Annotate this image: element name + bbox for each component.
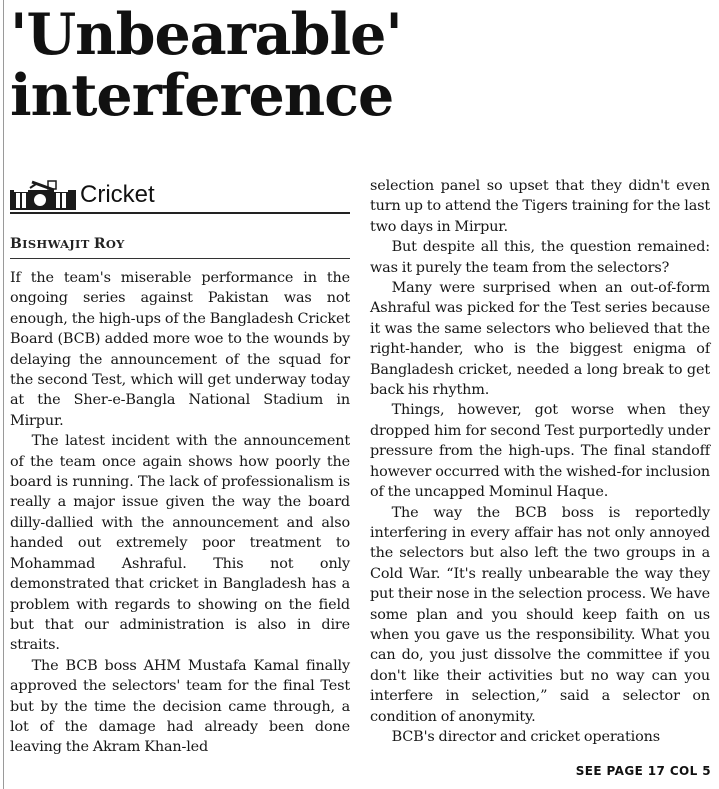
paragraph: selection panel so upset that they didn't even turn up to attend the Tigers training for the last two days in Mirpur. [370, 178, 710, 235]
continuation-jump[interactable]: SEE PAGE 17 COL 5 [575, 764, 711, 778]
article-column-2 [370, 176, 710, 747]
byline [10, 235, 125, 253]
section-rule [10, 212, 350, 214]
section-kicker [10, 176, 350, 212]
paragraph: The way the BCB boss is reportedly interfering in every affair has not only annoyed the selectors but also left the two groups in a Cold War. “It's really unbearable the way they put their nose in the selection process. We have some plan and you should keep faith on us when you gave us the responsibility. What you can do, you just dissolve the committee if you don't like their activities but no way can you interfere in selection,” said a selector on condition of anonymity. [370, 504, 710, 725]
left-column-rule [3, 0, 4, 789]
paragraph: Many were surprised when an out-of-form Ashraful was picked for the Test series because it was the same selectors who believed that the right-hander, who is the biggest enigma of Bangladesh cricket, needed a long break to get back his rhythm. [370, 280, 710, 399]
article-column-1 [10, 268, 350, 758]
byline-first-letter: B [10, 236, 23, 252]
headline: 'Unbearable' interference [10, 1, 402, 129]
cricket-stumps-icon [10, 180, 76, 210]
paragraph: But despite all this, the question remained: was it purely the team from the selectors? [370, 239, 710, 276]
paragraph: If the team's miserable performance in the ongoing series against Pakistan was not enough, the high-ups of the Bangladesh Cricket Board (BCB) added more woe to the wounds by delaying the announcement of the squad for the second Test, which will get underway today at the Sher-e-Bangla National Stadium in Mirpur. [10, 270, 350, 429]
paragraph: The latest incident with the announcement of the team once again shows how poorly the board is running. The lack of professionalism is really a major issue given the way the board dilly-dallied with the announcement and also handed out extremely poor treatment to Mohammad Ashraful. This not only demonstrated that cricket in Bangladesh has a problem with regards to showing on the field but that our administration is also in dire straits. [10, 433, 350, 654]
byline-initial-r: R [93, 236, 106, 252]
byline-rest: ISHWAJIT [22, 237, 94, 251]
byline-rest-2: OY [105, 237, 125, 251]
paragraph: Things, however, got worse when they dropped him for second Test purportedly under pressure from the high-ups. The final standoff however occurred with the wished-for inclusion of the uncapped Mominul Haque. [370, 402, 710, 501]
paragraph: The BCB boss AHM Mustafa Kamal finally approved the selectors' team for the final Test but by the time the decision came through, a lot of the damage had already been done leaving the Akram Khan-led [10, 657, 350, 756]
paragraph: BCB's director and cricket operations [391, 728, 660, 745]
byline-rule [10, 258, 350, 259]
section-label: Cricket [80, 181, 155, 208]
